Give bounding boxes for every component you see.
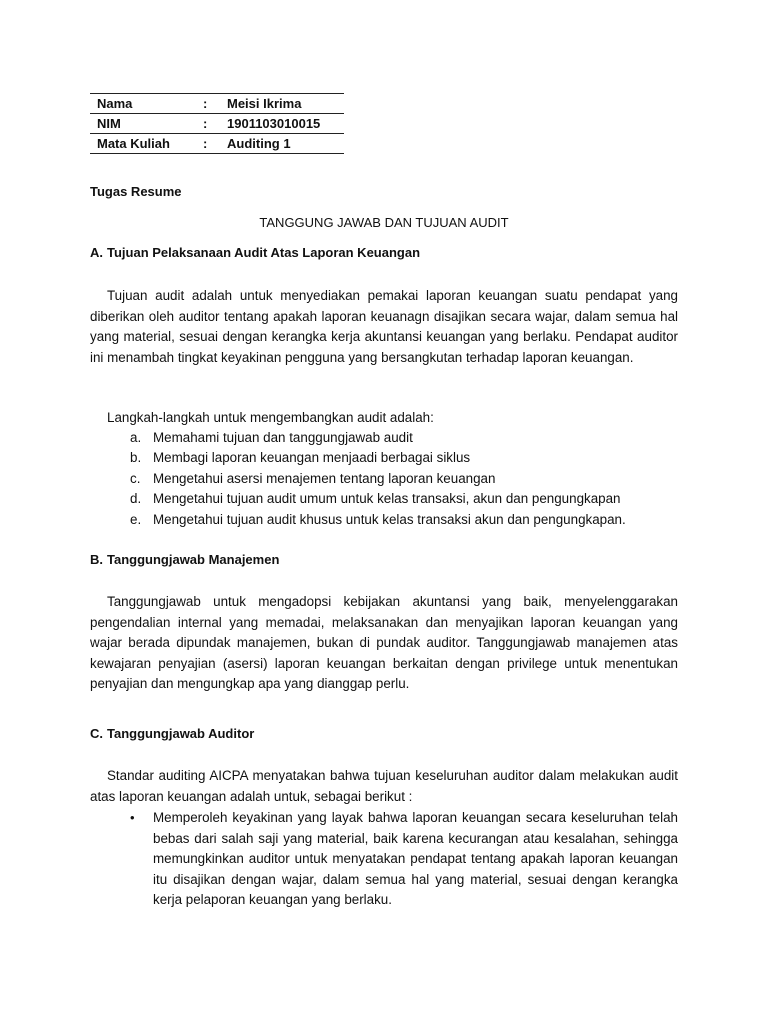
list-marker: c. — [130, 470, 141, 486]
identity-label: Nama — [97, 96, 133, 111]
list-marker: a. — [130, 430, 142, 445]
bullet-item — [130, 808, 678, 911]
identity-value: 1901103010015 — [227, 116, 321, 131]
identity-row-nim — [90, 114, 344, 134]
section-letter: A. — [90, 245, 103, 260]
steps-intro: Langkah-langkah untuk mengembangkan audit adalah: — [107, 410, 434, 425]
identity-table — [90, 93, 344, 154]
task-title: Tugas Resume — [90, 184, 182, 199]
list-item — [130, 510, 626, 530]
identity-row-course — [90, 134, 344, 154]
section-b-heading — [90, 552, 279, 567]
list-item — [130, 469, 626, 489]
section-heading-text: Tanggungjawab Auditor — [107, 726, 255, 741]
section-letter: B. — [90, 552, 103, 567]
list-item — [130, 428, 626, 448]
document-title: TANGGUNG JAWAB DAN TUJUAN AUDIT — [259, 215, 509, 230]
identity-colon: : — [203, 96, 208, 111]
section-heading-text: Tujuan Pelaksanaan Audit Atas Laporan Keuangan — [107, 245, 421, 260]
section-c-paragraph: Standar auditing AICPA menyatakan bahwa tujuan keseluruhan auditor dalam melakukan audit atas laporan keuangan adalah untuk, sebagai berikut : — [90, 768, 678, 804]
list-item — [130, 489, 626, 509]
section-b-paragraph: Tanggungjawab untuk mengadopsi kebijakan akuntansi yang baik, menyelenggarakan pengendalian internal yang memadai, melaksanakan dan menyajikan laporan keuangan yang wajar berada dipundak manajemen, bukan di pundak auditor. Tanggungjawab manajemen atas kewajaran penyajian (asersi) laporan keuangan berkaitan dengan privilege untuk menentukan penyajian dan mengungkap apa yang dianggap perlu. — [90, 594, 678, 691]
list-item-text: Membagi laporan keuangan menjaadi berbagai siklus — [153, 450, 471, 466]
identity-value: Auditing 1 — [227, 136, 291, 151]
list-marker: b. — [130, 450, 142, 466]
steps-list — [130, 428, 626, 530]
identity-row-name — [90, 94, 344, 114]
list-item-text: Memahami tujuan dan tanggungjawab audit — [153, 430, 413, 445]
list-marker: d. — [130, 491, 142, 507]
identity-colon: : — [203, 136, 208, 151]
section-c-heading — [90, 726, 254, 741]
list-item-text: Mengetahui asersi menajemen tentang laporan keuangan — [153, 470, 496, 486]
bullet-text: Memperoleh keyakinan yang layak bahwa laporan keuangan secara keseluruhan telah bebas dari salah saji yang material, baik karena kecurangan atau kesalahan, sehingga memungkinkan auditor untuk menyatakan pendapat tentang apakah laporan keuangan itu disajikan dengan wajar, dalam semua hal yang material, sesuai dengan kerangka kerja pelaporan keuangan yang berlaku. — [153, 810, 678, 907]
identity-label: Mata Kuliah — [97, 136, 170, 151]
section-letter: C. — [90, 726, 103, 741]
section-a-paragraph: Tujuan audit adalah untuk menyediakan pemakai laporan keuangan suatu pendapat yang diberikan oleh auditor tentang apakah laporan keuanagn disajikan secara wajar, dalam semua hal yang material, sesuai dengan kerangka kerja akuntansi keuangan yang berlaku. Pendapat auditor ini menambah tingkat keyakinan pengguna yang bersangkutan terhadap laporan keuangan. — [90, 288, 678, 365]
bullet-dot-icon: • — [130, 810, 135, 825]
identity-colon: : — [203, 116, 208, 131]
list-item-text: Mengetahui tujuan audit khusus untuk kelas transaksi akun dan pengungkapan. — [153, 511, 626, 527]
identity-label: NIM — [97, 116, 121, 131]
section-a-heading — [90, 245, 420, 260]
list-marker: e. — [130, 511, 142, 527]
section-heading-text: Tanggungjawab Manajemen — [107, 552, 280, 567]
identity-value: Meisi Ikrima — [227, 96, 302, 111]
list-item-text: Mengetahui tujuan audit umum untuk kelas transaksi, akun dan pengungkapan — [153, 491, 621, 507]
list-item — [130, 448, 626, 468]
